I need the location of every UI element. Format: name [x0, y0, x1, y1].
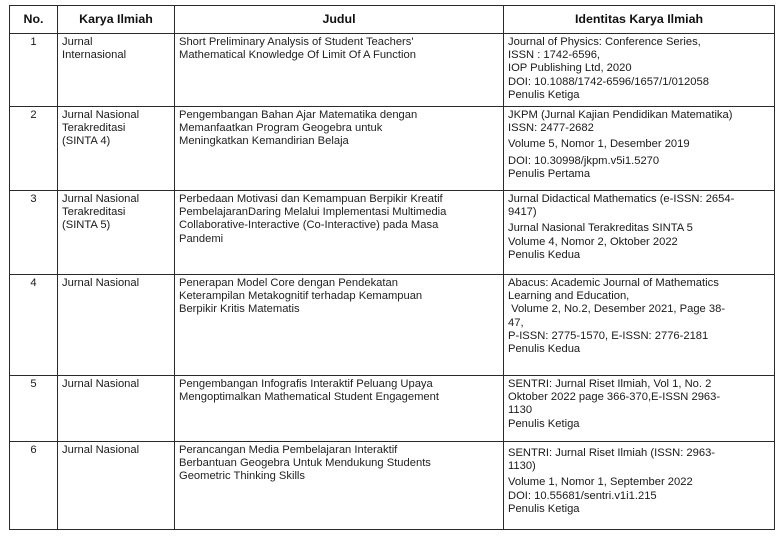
table-row — [10, 34, 775, 107]
publication-identity: Journal of Physics: Conference Series, ISSN : 1742-6596, IOP Publishing Ltd, 2020 DOI: 10.1088/1742-6596/1657/1/012058 Penulis Ketiga — [504, 34, 775, 107]
header-no: No. — [10, 6, 58, 34]
publication-type: Jurnal Nasional — [58, 442, 175, 530]
publication-title: Pengembangan Bahan Ajar Matematika dengan Memanfaatkan Program Geogebra untuk Meningkatkan Kemandirian Belaja — [175, 107, 504, 191]
publication-identity: SENTRI: Jurnal Riset Ilmiah (ISSN: 2963- 1130) Volume 1, Nomor 1, September 2022 DOI: 10.55681/sentri.v1i1.215 Penulis Ketiga — [504, 442, 775, 530]
publication-title: Short Preliminary Analysis of Student Teachers' Mathematical Knowledge Of Limit Of A Function — [175, 34, 504, 107]
publication-identity: Jurnal Didactical Mathematics (e-ISSN: 2654- 9417) Jurnal Nasional Terakreditas SINTA 5 Volume 4, Nomor 2, Oktober 2022 Penulis Kedua — [504, 191, 775, 275]
table-row — [10, 376, 775, 442]
publication-type: Jurnal Nasional Terakreditasi (SINTA 4) — [58, 107, 175, 191]
table-row — [10, 191, 775, 275]
row-number: 3 — [10, 191, 58, 275]
row-number: 4 — [10, 275, 58, 376]
header-identity: Identitas Karya Ilmiah — [504, 6, 775, 34]
table-row — [10, 107, 775, 191]
publication-title: Perbedaan Motivasi dan Kemampuan Berpikir Kreatif PembelajaranDaring Melalui Implementasi Multimedia Collaborative-Interactive (Co-Interactive) pada Masa Pandemi — [175, 191, 504, 275]
header-type: Karya Ilmiah — [58, 6, 175, 34]
table-header-row — [10, 6, 775, 34]
publication-type: Jurnal Nasional — [58, 376, 175, 442]
publication-title: Perancangan Media Pembelajaran Interaktif Berbantuan Geogebra Untuk Mendukung Students Geometric Thinking Skills — [175, 442, 504, 530]
row-number: 1 — [10, 34, 58, 107]
publication-identity: Abacus: Academic Journal of Mathematics Learning and Education, Volume 2, No.2, Desember 2021, Page 38- 47, P-ISSN: 2775-1570, E-ISSN: 2776-2181 Penulis Kedua — [504, 275, 775, 376]
publication-type: Jurnal Nasional Terakreditasi (SINTA 5) — [58, 191, 175, 275]
publication-type: Jurnal Internasional — [58, 34, 175, 107]
table-row — [10, 442, 775, 530]
publication-identity: SENTRI: Jurnal Riset Ilmiah, Vol 1, No. 2 Oktober 2022 page 366-370,E-ISSN 2963- 1130 Penulis Ketiga — [504, 376, 775, 442]
publication-title: Penerapan Model Core dengan Pendekatan Keterampilan Metakognitif terhadap Kemampuan Berpikir Kritis Matematis — [175, 275, 504, 376]
row-number: 5 — [10, 376, 58, 442]
publications-table — [9, 5, 775, 530]
publication-identity: JKPM (Jurnal Kajian Pendidikan Matematika) ISSN: 2477-2682 Volume 5, Nomor 1, Desember 2019 DOI: 10.30998/jkpm.v5i1.5270 Penulis Pertama — [504, 107, 775, 191]
publication-type: Jurnal Nasional — [58, 275, 175, 376]
publication-title: Pengembangan Infografis Interaktif Peluang Upaya Mengoptimalkan Mathematical Student Engagement — [175, 376, 504, 442]
table-row — [10, 275, 775, 376]
row-number: 6 — [10, 442, 58, 530]
row-number: 2 — [10, 107, 58, 191]
header-title: Judul — [175, 6, 504, 34]
